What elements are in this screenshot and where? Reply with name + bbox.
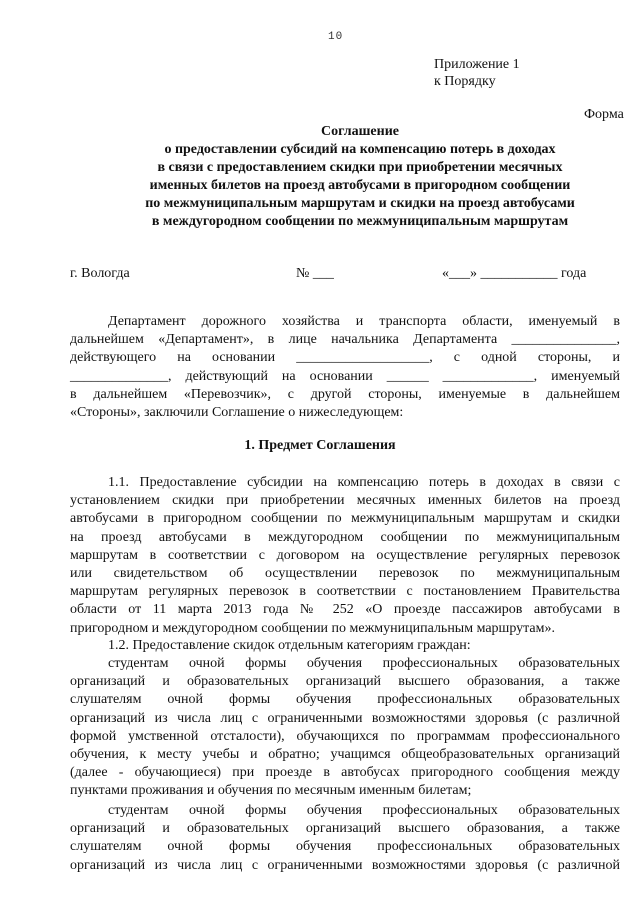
paragraph-line: маршрутам регулярных перевозок в соответствии с постановлением Правительства (70, 584, 620, 600)
paragraph-line: слушателям очной формы обучения профессиональных образовательных (70, 839, 620, 855)
intro-line: «Стороны», заключили Соглашение о нижеследующем: (70, 405, 404, 420)
paragraph-line: слушателям очной формы обучения профессиональных образовательных (70, 692, 620, 708)
paragraph-line: или свидетельством об осуществлении перевозок по межмуниципальным (70, 566, 620, 581)
agreement-number: № ___ (296, 266, 334, 281)
paragraph-line: области от 11 марта 2013 года № 252 «О проезде пассажиров автобусами в (70, 602, 620, 618)
paragraph-line: обучения, к месту учебы и обратно; учащимся общеобразовательных организаций (70, 747, 620, 762)
agreement-date: «___» ___________ года (442, 266, 587, 281)
intro-line: дальнейшем «Департамент», в лице начальника Департамента _______________, (70, 332, 620, 348)
paragraph-line: пунктами проживания и обучения по месячным именным билетам; (70, 783, 472, 799)
paragraph-line: формой умственной отсталости), обучающихся по программам профессионального (70, 728, 620, 744)
paragraph-line: установлением скидки при приобретении месячных именных билетов на проезд (70, 493, 620, 509)
paragraph-line: студентам очной формы обучения профессиональных образовательных (108, 803, 620, 818)
paragraph-line: организаций и образовательных организаций высшего образования, а также (70, 674, 620, 690)
intro-line: ______________, действующий на основании ______ _____________, именуемый (70, 368, 620, 384)
paragraph-line: маршрутам в соответствии с договором на осуществление регулярных перевозок (70, 547, 620, 563)
paragraph-line: 1.1. Предоставление субсидии на компенсацию потерь в доходах в связи с (108, 475, 620, 490)
paragraph-line: (далее - обучающиеся) при проезде в автобусах пригородного сообщения между (70, 765, 620, 781)
section-title: 1. Предмет Соглашения (244, 438, 396, 453)
title-line: в междугородном сообщении по межмуниципальным маршрутам (151, 214, 569, 229)
title-line: по межмуниципальным маршрутам и скидки на проезд автобусами (145, 196, 575, 211)
title-line: в связи с предоставлением скидки при приобретении месячных (157, 160, 563, 175)
appendix-line: к Порядку (434, 74, 496, 89)
appendix-line: Приложение 1 (434, 57, 520, 72)
page-number: 10 (328, 31, 344, 43)
paragraph-line: пригородном и междугородном сообщении по межмуниципальным маршрутам». (70, 620, 556, 636)
intro-line: Департамент дорожного хозяйства и транспорта области, именуемый в (108, 314, 620, 329)
paragraph-line: организаций из числа лиц с ограниченными возможностями здоровья (с различной (70, 857, 620, 873)
paragraph-line: автобусами в пригородном сообщении по межмуниципальным маршрутам и скидки (70, 511, 620, 527)
form-label: Форма (584, 107, 624, 122)
title-line: Соглашение (321, 124, 399, 139)
paragraph-line: на проезд автобусами в междугородном сообщении по межмуниципальным (70, 529, 620, 545)
paragraph-line: организаций и образовательных организаций высшего образования, а также (70, 821, 620, 837)
intro-line: в дальнейшем «Перевозчик», с другой стороны, именуемые в дальнейшем (70, 386, 620, 402)
intro-line: действующего на основании ___________________, с одной стороны, и (70, 350, 620, 366)
title-line: именных билетов на проезд автобусами в пригородном сообщении (149, 178, 571, 193)
city: г. Вологда (70, 266, 130, 281)
title-line: о предоставлении субсидий на компенсацию потерь в доходах (164, 142, 556, 157)
paragraph-line: организаций из числа лиц с ограниченными возможностями здоровья (с различной (70, 710, 620, 726)
paragraph-line: студентам очной формы обучения профессиональных образовательных (108, 656, 620, 671)
paragraph-line: 1.2. Предоставление скидок отдельным категориям граждан: (108, 638, 471, 653)
